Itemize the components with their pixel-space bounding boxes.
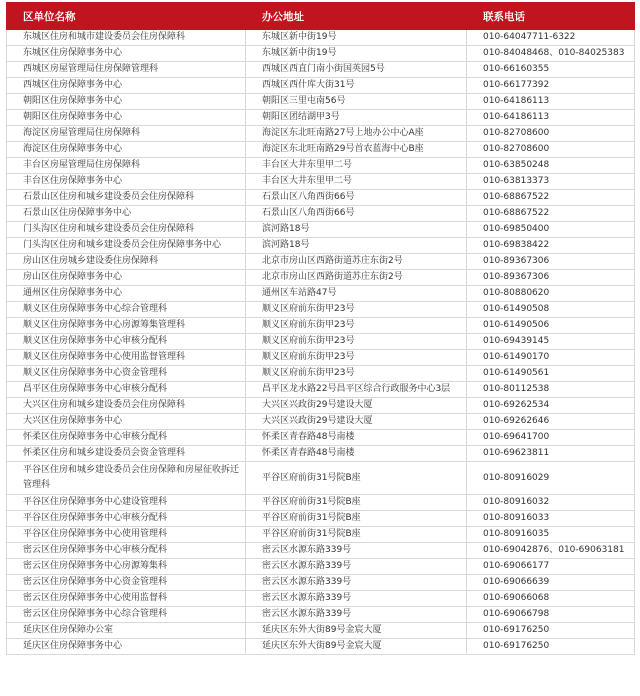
phone-cell: 010-61490170 [467, 350, 635, 366]
table-row [7, 511, 635, 527]
phone-cell: 010-68867522 [467, 190, 635, 206]
unit-cell: 顺义区住房保障事务中心资金管理科 [7, 366, 246, 382]
address-cell: 东城区新中街19号 [246, 30, 467, 46]
unit-cell: 房山区住房城乡建设委住房保障科 [7, 254, 246, 270]
address-cell: 怀柔区青春路48号南楼 [246, 446, 467, 462]
table-row [7, 639, 635, 655]
phone-cell: 010-80916033 [467, 511, 635, 527]
header-phone: 联系电话 [467, 3, 635, 30]
phone-cell: 010-64047711-6322 [467, 30, 635, 46]
unit-cell: 门头沟区住房和城乡建设委员会住房保障事务中心 [7, 238, 246, 254]
table-row [7, 527, 635, 543]
address-cell: 平谷区府前街31号院B座 [246, 495, 467, 511]
table-row [7, 158, 635, 174]
table-row [7, 254, 635, 270]
table-body [7, 30, 635, 655]
table-row [7, 398, 635, 414]
unit-cell: 顺义区住房保障事务中心综合管理科 [7, 302, 246, 318]
phone-cell: 010-69641700 [467, 430, 635, 446]
phone-cell: 010-89367306 [467, 254, 635, 270]
table-row [7, 382, 635, 398]
header-unit: 区单位名称 [7, 3, 246, 30]
unit-cell: 延庆区住房保障事务中心 [7, 639, 246, 655]
table-row [7, 190, 635, 206]
unit-cell: 平谷区住房保障事务中心审核分配科 [7, 511, 246, 527]
phone-cell: 010-89367306 [467, 270, 635, 286]
address-cell: 海淀区东北旺南路29号首农蓝海中心B座 [246, 142, 467, 158]
phone-cell: 010-64186113 [467, 110, 635, 126]
unit-cell: 怀柔区住房和城乡建设委员会资金管理科 [7, 446, 246, 462]
address-cell: 石景山区八角西街66号 [246, 190, 467, 206]
table-row [7, 302, 635, 318]
table-row [7, 110, 635, 126]
unit-cell: 西城区住房保障事务中心 [7, 78, 246, 94]
table-row [7, 206, 635, 222]
unit-cell: 东城区住房和城市建设委员会住房保障科 [7, 30, 246, 46]
table-row [7, 543, 635, 559]
unit-cell: 密云区住房保障事务中心房源筹集科 [7, 559, 246, 575]
table-row [7, 222, 635, 238]
table-row [7, 334, 635, 350]
table-row [7, 286, 635, 302]
address-cell: 滨河路18号 [246, 222, 467, 238]
phone-cell: 010-69623811 [467, 446, 635, 462]
phone-cell: 010-80916029 [467, 462, 635, 495]
table-row [7, 174, 635, 190]
address-cell: 顺义区府前东街甲23号 [246, 366, 467, 382]
phone-cell: 010-63850248 [467, 158, 635, 174]
phone-cell: 010-61490506 [467, 318, 635, 334]
unit-cell: 密云区住房保障事务中心综合管理科 [7, 607, 246, 623]
unit-cell: 平谷区住房保障事务中心使用管理科 [7, 527, 246, 543]
phone-cell: 010-69066068 [467, 591, 635, 607]
phone-cell: 010-68867522 [467, 206, 635, 222]
header-address: 办公地址 [246, 3, 467, 30]
unit-cell: 朝阳区住房保障事务中心 [7, 110, 246, 126]
housing-office-table [6, 2, 635, 655]
address-cell: 朝阳区团结湖甲3号 [246, 110, 467, 126]
table-row [7, 495, 635, 511]
address-cell: 怀柔区青春路48号南楼 [246, 430, 467, 446]
address-cell: 昌平区龙水路22号昌平区综合行政服务中心3层 [246, 382, 467, 398]
address-cell: 顺义区府前东街甲23号 [246, 350, 467, 366]
address-cell: 丰台区大井东里甲二号 [246, 158, 467, 174]
table-row [7, 414, 635, 430]
unit-cell: 大兴区住房和城乡建设委员会住房保障科 [7, 398, 246, 414]
table-row [7, 462, 635, 495]
phone-cell: 010-82708600 [467, 126, 635, 142]
address-cell: 通州区车站路47号 [246, 286, 467, 302]
table-row [7, 366, 635, 382]
phone-cell: 010-69262646 [467, 414, 635, 430]
unit-cell: 延庆区住房保障办公室 [7, 623, 246, 639]
phone-cell: 010-63813373 [467, 174, 635, 190]
unit-cell: 房山区住房保障事务中心 [7, 270, 246, 286]
table-row [7, 446, 635, 462]
phone-cell: 010-69262534 [467, 398, 635, 414]
address-cell: 延庆区东外大街89号金宸大厦 [246, 639, 467, 655]
phone-cell: 010-82708600 [467, 142, 635, 158]
address-cell: 大兴区兴政街29号建设大厦 [246, 398, 467, 414]
address-cell: 大兴区兴政街29号建设大厦 [246, 414, 467, 430]
phone-cell: 010-69176250 [467, 639, 635, 655]
table-row [7, 94, 635, 110]
phone-cell: 010-69176250 [467, 623, 635, 639]
address-cell: 北京市房山区西路街道苏庄东街2号 [246, 270, 467, 286]
phone-cell: 010-61490508 [467, 302, 635, 318]
phone-cell: 010-69066798 [467, 607, 635, 623]
phone-cell: 010-80916035 [467, 527, 635, 543]
address-cell: 北京市房山区西路街道苏庄东街2号 [246, 254, 467, 270]
table-row [7, 270, 635, 286]
unit-cell: 海淀区住房保障事务中心 [7, 142, 246, 158]
table-row [7, 623, 635, 639]
phone-cell: 010-84048468、010-84025383 [467, 46, 635, 62]
address-cell: 海淀区东北旺南路27号上地办公中心A座 [246, 126, 467, 142]
address-cell: 朝阳区三里屯南56号 [246, 94, 467, 110]
table-row [7, 46, 635, 62]
unit-cell: 门头沟区住房和城乡建设委员会住房保障科 [7, 222, 246, 238]
unit-cell: 密云区住房保障事务中心审核分配科 [7, 543, 246, 559]
phone-cell: 010-61490561 [467, 366, 635, 382]
phone-cell: 010-80112538 [467, 382, 635, 398]
phone-cell: 010-80916032 [467, 495, 635, 511]
phone-cell: 010-69850400 [467, 222, 635, 238]
unit-cell: 顺义区住房保障事务中心使用监督管理科 [7, 350, 246, 366]
unit-cell: 石景山区住房和城乡建设委员会住房保障科 [7, 190, 246, 206]
phone-cell: 010-80880620 [467, 286, 635, 302]
address-cell: 西城区西直门南小街国英园5号 [246, 62, 467, 78]
address-cell: 密云区水源东路339号 [246, 559, 467, 575]
phone-cell: 010-69066177 [467, 559, 635, 575]
unit-cell: 平谷区住房保障事务中心建设管理科 [7, 495, 246, 511]
unit-cell: 丰台区房屋管理局住房保障科 [7, 158, 246, 174]
unit-cell: 西城区房屋管理局住房保障管理科 [7, 62, 246, 78]
unit-cell: 密云区住房保障事务中心使用监督科 [7, 591, 246, 607]
address-cell: 滨河路18号 [246, 238, 467, 254]
unit-cell: 怀柔区住房保障事务中心审核分配科 [7, 430, 246, 446]
table-header [7, 3, 635, 30]
table-row [7, 126, 635, 142]
unit-cell: 通州区住房保障事务中心 [7, 286, 246, 302]
table-row [7, 350, 635, 366]
address-cell: 顺义区府前东街甲23号 [246, 302, 467, 318]
header-row [7, 3, 635, 30]
address-cell: 密云区水源东路339号 [246, 591, 467, 607]
unit-cell: 石景山区住房保障事务中心 [7, 206, 246, 222]
address-cell: 西城区西什库大街31号 [246, 78, 467, 94]
phone-cell: 010-69042876、010-69063181 [467, 543, 635, 559]
unit-cell: 顺义区住房保障事务中心房源筹集管理科 [7, 318, 246, 334]
table-row [7, 62, 635, 78]
unit-cell: 昌平区住房保障事务中心审核分配科 [7, 382, 246, 398]
address-cell: 顺义区府前东街甲23号 [246, 334, 467, 350]
phone-cell: 010-66160355 [467, 62, 635, 78]
unit-cell: 朝阳区住房保障事务中心 [7, 94, 246, 110]
address-cell: 顺义区府前东街甲23号 [246, 318, 467, 334]
unit-cell: 密云区住房保障事务中心资金管理科 [7, 575, 246, 591]
table-row [7, 238, 635, 254]
unit-cell: 大兴区住房保障事务中心 [7, 414, 246, 430]
address-cell: 平谷区府前街31号院B座 [246, 462, 467, 495]
address-cell: 平谷区府前街31号院B座 [246, 527, 467, 543]
address-cell: 东城区新中街19号 [246, 46, 467, 62]
phone-cell: 010-69066639 [467, 575, 635, 591]
phone-cell: 010-66177392 [467, 78, 635, 94]
address-cell: 丰台区大井东里甲二号 [246, 174, 467, 190]
table-row [7, 559, 635, 575]
unit-cell: 丰台区住房保障事务中心 [7, 174, 246, 190]
table-row [7, 318, 635, 334]
table-row [7, 591, 635, 607]
table-row [7, 142, 635, 158]
phone-cell: 010-69838422 [467, 238, 635, 254]
table-row [7, 430, 635, 446]
table-row [7, 30, 635, 46]
address-cell: 平谷区府前街31号院B座 [246, 511, 467, 527]
unit-cell: 海淀区房屋管理局住房保障科 [7, 126, 246, 142]
unit-cell: 平谷区住房和城乡建设委员会住房保障和房屋征收拆迁管理科 [7, 462, 246, 495]
address-cell: 密云区水源东路339号 [246, 543, 467, 559]
unit-cell: 东城区住房保障事务中心 [7, 46, 246, 62]
address-cell: 石景山区八角西街66号 [246, 206, 467, 222]
table-row [7, 575, 635, 591]
address-cell: 密云区水源东路339号 [246, 607, 467, 623]
table-row [7, 607, 635, 623]
address-cell: 延庆区东外大街89号金宸大厦 [246, 623, 467, 639]
table-row [7, 78, 635, 94]
phone-cell: 010-64186113 [467, 94, 635, 110]
unit-cell: 顺义区住房保障事务中心审核分配科 [7, 334, 246, 350]
address-cell: 密云区水源东路339号 [246, 575, 467, 591]
phone-cell: 010-69439145 [467, 334, 635, 350]
